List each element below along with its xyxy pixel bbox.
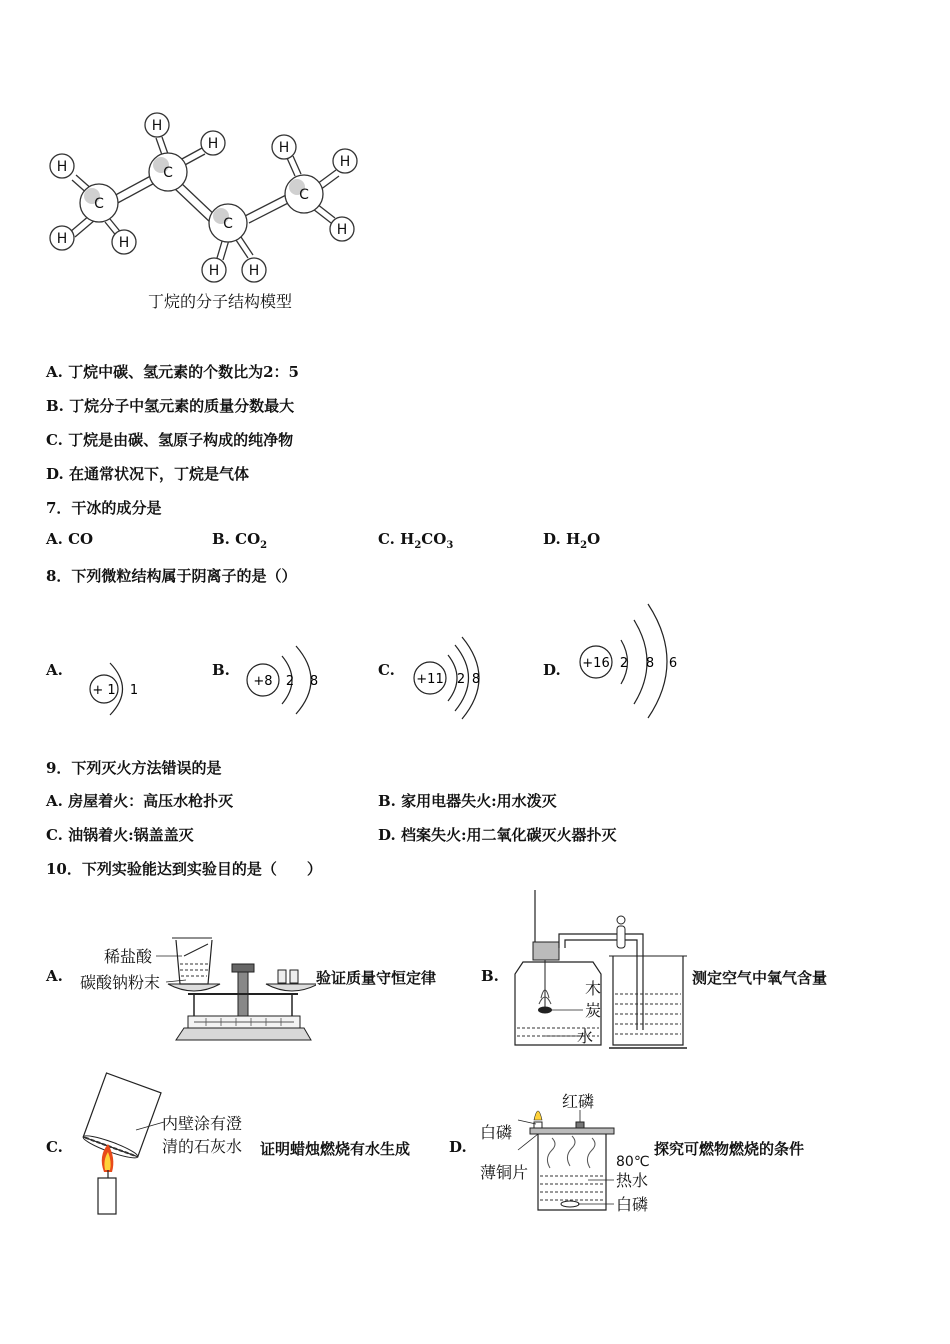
hydrogen-atom: H (336, 222, 348, 238)
label-charcoal-1: 木 (585, 979, 602, 998)
option-text: 在通常状况下，丁烷是气体 (68, 465, 249, 483)
label-hcl: 稀盐酸 (104, 947, 153, 966)
q6-option-b[interactable] (46, 395, 294, 416)
option-letter: D. (378, 826, 396, 844)
hydrogen-atom: H (56, 231, 68, 247)
option-text: CO (68, 530, 94, 548)
q9-stem: 9．下列灭火方法错误的是 (46, 759, 222, 777)
option-letter: B. (212, 530, 230, 548)
nucleus-charge: +8 (253, 674, 273, 689)
q10-stem: 10．下列实验能达到实验目的是（ ） (46, 860, 322, 878)
option-text: 档案失火:用二氧化碳灭火器扑灭 (400, 826, 617, 844)
hydrogen-atom: H (56, 159, 68, 175)
hydrogen-atom: H (118, 235, 130, 251)
hydrogen-atom: H (339, 154, 351, 170)
hydrogen-atom: H (151, 118, 163, 134)
q10-c-caption: 证明蜡烛燃烧有水生成 (260, 1140, 411, 1158)
label-charcoal-2: 炭 (585, 1001, 602, 1020)
q8-option-c-diagram (410, 635, 500, 720)
shell-electrons: 8 (309, 674, 319, 689)
option-letter: D. (543, 530, 561, 548)
q10-option-b-letter[interactable]: B. (481, 967, 499, 985)
carbon-atom-1: C (94, 196, 104, 212)
label-hot-water: 热水 (616, 1171, 649, 1190)
label-limewater-2: 清的石灰水 (162, 1137, 243, 1156)
carbon-atom-2: C (163, 165, 173, 181)
q6-option-d[interactable] (46, 463, 249, 484)
option-text: 油锅着火:锅盖盖灭 (68, 826, 194, 844)
option-letter: A. (46, 530, 63, 548)
butane-model-figure (40, 110, 370, 320)
q8-option-a-diagram (85, 655, 160, 725)
q8-option-a-letter[interactable]: A. (46, 661, 63, 679)
label-water: 水 (577, 1027, 594, 1046)
option-letter: C. (46, 826, 63, 844)
label-red-phosphorus: 红磷 (562, 1092, 595, 1111)
option-letter: D. (46, 465, 64, 483)
q10-d-combustion-figure (478, 1088, 653, 1218)
shell-electrons: 6 (668, 656, 678, 671)
q7-option-d[interactable]: D. $H_2O$ (543, 530, 601, 551)
shell-electrons: 1 (129, 683, 139, 698)
q10-c-candle-figure (70, 1072, 260, 1217)
hydrogen-atom: H (248, 263, 260, 279)
q9-option-c[interactable] (46, 824, 194, 845)
hydrogen-atom: H (207, 136, 219, 152)
q7-option-a[interactable] (46, 530, 93, 548)
hydrogen-atom: H (208, 263, 220, 279)
shell-electrons: 8 (645, 656, 655, 671)
q8-option-b-diagram (244, 640, 334, 720)
q10-option-c-letter[interactable]: C. (46, 1138, 63, 1156)
q10-b-caption: 测定空气中氧气含量 (692, 969, 828, 987)
q10-option-d-letter[interactable]: D. (449, 1138, 467, 1156)
shell-electrons: 2 (285, 674, 295, 689)
q7-option-b[interactable]: B. $CO_2$ (212, 530, 268, 551)
q8-stem: 8．下列微粒结构属于阴离子的是（） (46, 567, 297, 585)
q7-stem: 7．干冰的成分是 (46, 499, 162, 517)
q10-d-caption: 探究可燃物燃烧的条件 (654, 1140, 805, 1158)
q9-option-d[interactable] (378, 824, 616, 845)
q6-option-c[interactable] (46, 429, 293, 450)
label-white-phosphorus: 白磷 (480, 1123, 513, 1142)
option-text: 丁烷分子中氢元素的质量分数最大 (69, 397, 295, 415)
label-sodium-carbonate: 碳酸钠粉末 (80, 973, 161, 992)
shell-electrons: 2 (619, 656, 629, 671)
q10-a-caption: 验证质量守恒定律 (316, 969, 437, 987)
q7-option-c[interactable]: C. $H_2CO_3$ (378, 530, 454, 551)
q10-option-a-letter[interactable]: A. (46, 967, 63, 985)
label-temperature: 80℃ (616, 1154, 650, 1170)
option-text: 丁烷是由碳、氢原子构成的纯净物 (68, 431, 294, 449)
option-letter: B. (46, 397, 64, 415)
q8-option-d-diagram (576, 600, 686, 720)
carbon-atom-4: C (299, 187, 309, 203)
q8-option-c-letter[interactable]: C. (378, 661, 395, 679)
shell-electrons: 2 (456, 672, 466, 687)
option-letter: C. (46, 431, 63, 449)
label-white-phosphorus-2: 白磷 (616, 1195, 649, 1214)
q9-option-b[interactable] (378, 790, 557, 811)
label-copper-plate: 薄铜片 (480, 1163, 529, 1182)
option-letter: C. (378, 530, 395, 548)
q8-option-b-letter[interactable]: B. (212, 661, 230, 679)
nucleus-charge: + 1 (92, 683, 116, 698)
hydrogen-atom: H (278, 140, 290, 156)
option-text: 家用电器失火:用水泼灭 (401, 792, 557, 810)
q10-b-apparatus-figure (505, 890, 690, 1055)
option-letter: A. (46, 363, 63, 381)
q9-option-a[interactable] (46, 790, 233, 811)
butane-caption: 丁烷的分子结构模型 (147, 292, 293, 311)
q6-option-a[interactable] (46, 361, 299, 382)
option-text: 丁烷中碳、氢元素的个数比为2：5 (68, 363, 299, 381)
shell-electrons: 8 (471, 672, 481, 687)
nucleus-charge: +11 (416, 672, 444, 687)
carbon-atom-3: C (223, 216, 233, 232)
q10-a-balance-figure (76, 930, 316, 1055)
q8-option-d-letter[interactable]: D. (543, 661, 561, 679)
nucleus-charge: +16 (582, 656, 610, 671)
label-limewater-1: 内壁涂有澄 (162, 1114, 243, 1133)
option-text: 房屋着火：高压水枪扑灭 (68, 792, 234, 810)
option-letter: A. (46, 792, 63, 810)
option-letter: B. (378, 792, 396, 810)
